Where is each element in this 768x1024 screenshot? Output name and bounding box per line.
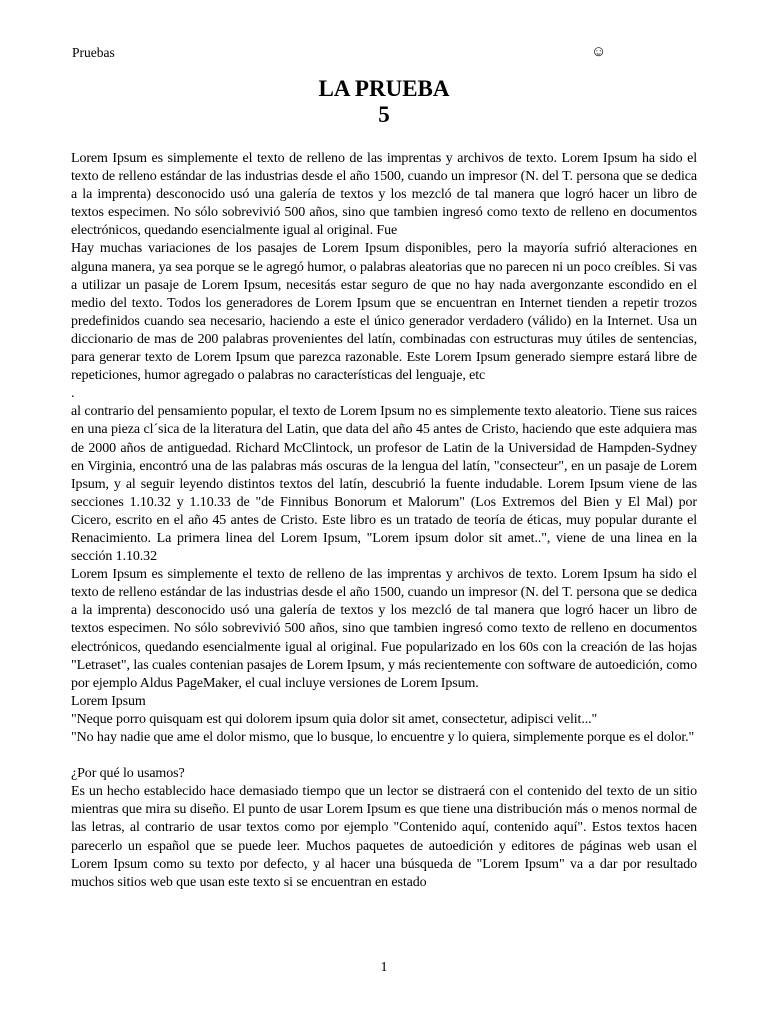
page-header [72, 45, 696, 65]
paragraph: . [71, 386, 75, 402]
title-line-1: LA PRUEBA [318, 76, 450, 101]
section-heading: ¿Por qué lo usamos? [71, 766, 185, 782]
blank-line [71, 747, 697, 765]
paragraph: Lorem Ipsum es simplemente el texto de relleno de las imprentas y archivos de texto. Lorem Ipsum ha sido el texto de relleno estándar de las industrias desde el año 1500, cuando un impresor (N. del T. persona que se dedica a la imprenta) desconocido usó una galería de textos y los mezcló de tal manera que logró hacer un libro de textos especimen. No sólo sobrevivió 500 años, sino que tambien ingresó como texto de relleno en documentos electrónicos, quedando esencialmente igual al original. Fue popularizado en los 60s con la creación de las hojas "Letraset", las cuales contenian pasajes de Lorem Ipsum, y más recientemente con software de autoedición, como por ejemplo Aldus PageMaker, el cual incluye versiones de Lorem Ipsum. [71, 567, 697, 691]
title-line-2: 5 [378, 102, 390, 127]
paragraph: Hay muchas variaciones de los pasajes de Lorem Ipsum disponibles, pero la mayoría sufrió alteraciones en alguna manera, ya sea porque se le agregó humor, o palabras aleatorias que no parecen ni un poco creíbles. Si vas a utilizar un pasaje de Lorem Ipsum, necesitás estar seguro de que no hay nada avergonzante escondido en el medio del texto. Todos los generadores de Lorem Ipsum que se encuentran en Internet tienden a repetir trozos predefinidos cuando sea necesario, haciendo a este el único generador verdadero (válido) en la Internet. Usa un diccionario de mas de 200 palabras provenientes del latín, combinadas con estructuras muy útiles de sentencias, para generar texto de Lorem Ipsum que parezca razonable. Este Lorem Ipsum generado siempre estará libre de repeticiones, humor agregado o palabras no características del lenguaje, etc [71, 241, 697, 384]
quote: "Neque porro quisquam est qui dolorem ipsum quia dolor sit amet, consectetur, adipisci velit..." [71, 711, 598, 727]
page-number: 1 [380, 960, 388, 975]
paragraph: Lorem Ipsum [71, 693, 146, 709]
document-body [71, 150, 697, 892]
paragraph: al contrario del pensamiento popular, el texto de Lorem Ipsum no es simplemente texto aleatorio. Tiene sus raices en una pieza cl´sica de la literatura del Latin, que data del año 45 antes de Cristo, haciendo que este adquiera mas de 2000 años de antiguedad. Richard McClintock, un profesor de Latin de la Universidad de Hampden-Sydney en Virginia, encontró una de las palabras más oscuras de la lengua del latín, "consecteur", en un pasaje de Lorem Ipsum, y al seguir leyendo distintos textos del latín, descubrió la fuente indudable. Lorem Ipsum viene de las secciones 1.10.32 y 1.10.33 de "de Finnibus Bonorum et Malorum" (Los Extremos del Bien y El Mal) por Cicero, escrito en el año 45 antes de Cristo. Este libro es un tratado de teoría de éticas, muy popular durante el Renacimiento. La primera linea del Lorem Ipsum, "Lorem ipsum dolor sit amet..", viene de una linea en la sección 1.10.32 [71, 404, 697, 565]
quote: "No hay nadie que ame el dolor mismo, que lo busque, lo encuentre y lo quiera, simplemente porque es el dolor." [71, 730, 695, 745]
header-label: Pruebas [72, 45, 115, 60]
document-title [0, 76, 768, 128]
paragraph: Es un hecho establecido hace demasiado tiempo que un lector se distraerá con el contenido del texto de un sitio mientras que mira su diseño. El punto de usar Lorem Ipsum es que tiene una distribución más o menos normal de las letras, al contrario de usar textos como por ejemplo "Contenido aquí, contenido aquí". Estos textos hacen parecerlo un español que se puede leer. Muchos paquetes de autoedición y editores de páginas web usan el Lorem Ipsum como su texto por defecto, y al hacer una búsqueda de "Lorem Ipsum" va a dar por resultado muchos sitios web que usan este texto si se encuentran en estado [71, 784, 697, 890]
smiley-icon: ☺ [591, 44, 607, 60]
paragraph: Lorem Ipsum es simplemente el texto de relleno de las imprentas y archivos de texto. Lorem Ipsum ha sido el texto de relleno estándar de las industrias desde el año 1500, cuando un impresor (N. del T. persona que se dedica a la imprenta) desconocido usó una galería de textos y los mezcló de tal manera que logró hacer un libro de textos especimen. No sólo sobrevivió 500 años, sino que tambien ingresó como texto de relleno en documentos electrónicos, quedando esencialmente igual al original. Fue [71, 151, 697, 239]
